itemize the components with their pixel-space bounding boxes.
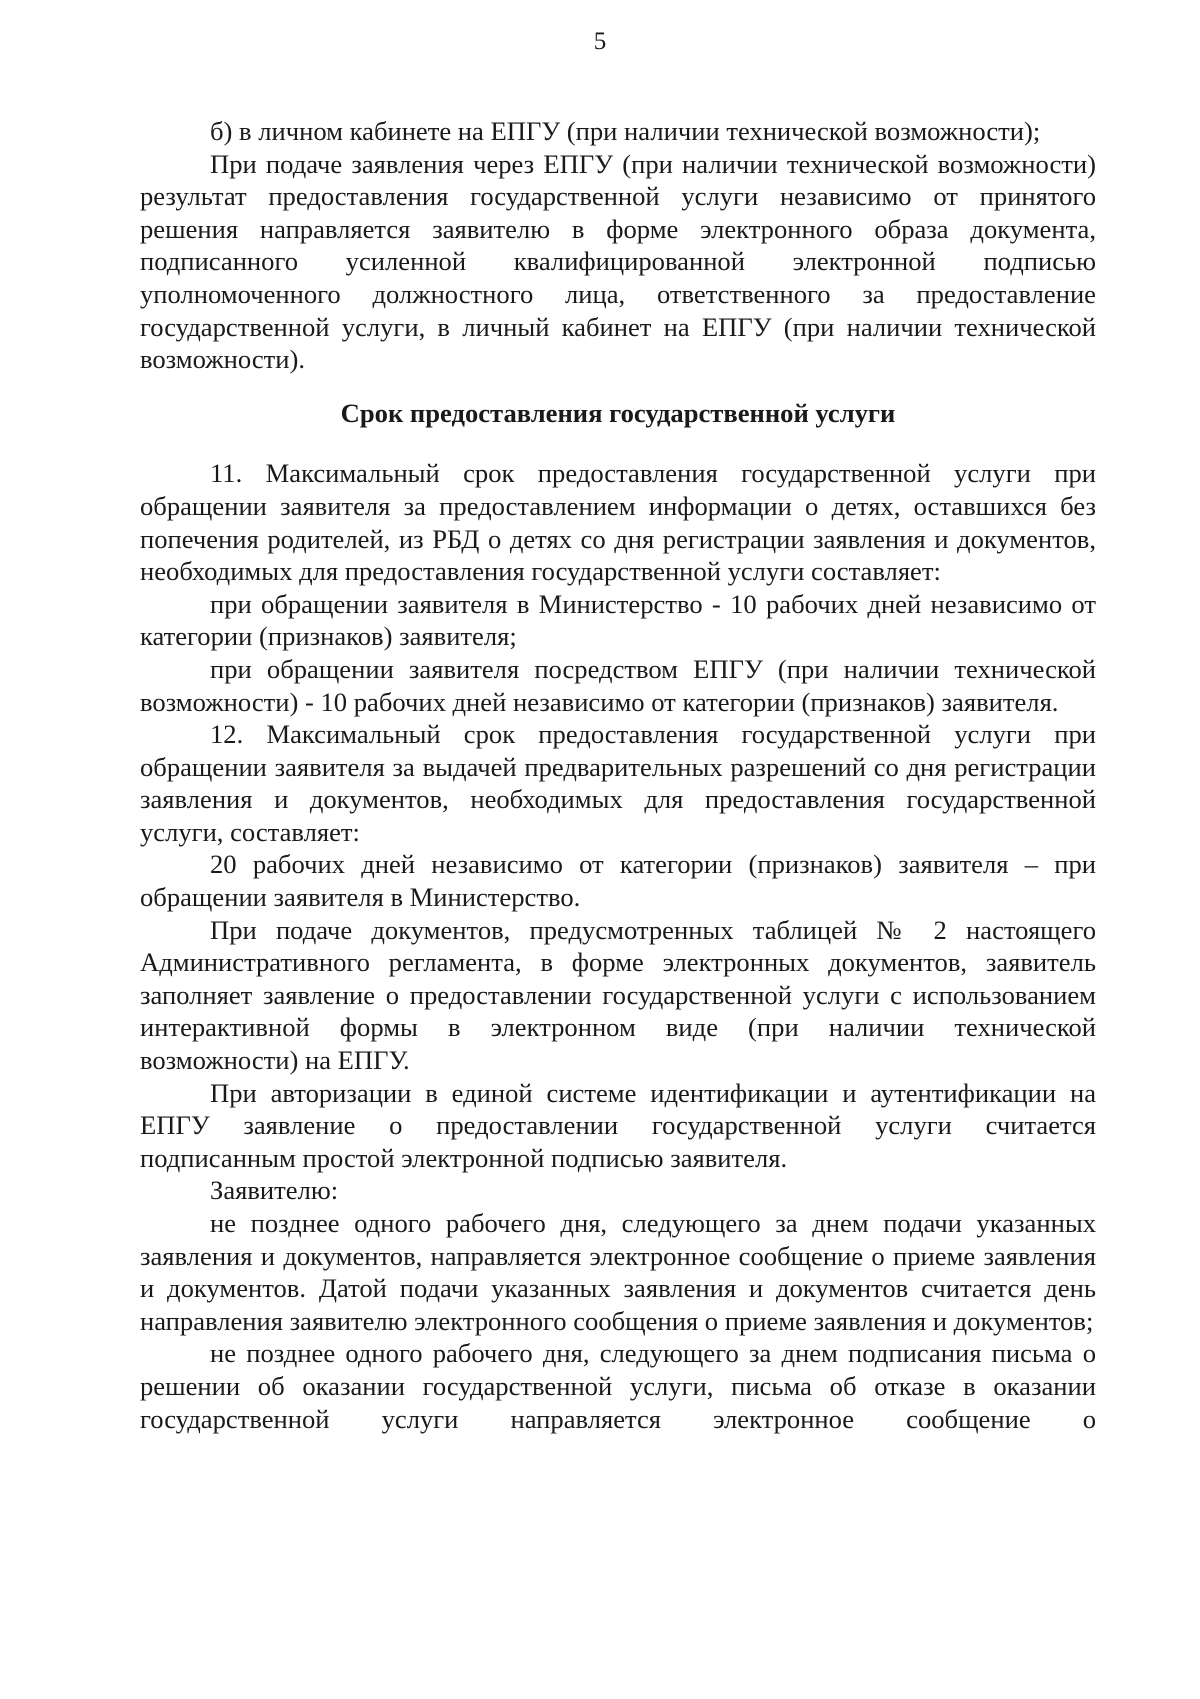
paragraph: не позднее одного рабочего дня, следующего за днем подписания письма о решении об оказании государственной услуги, письма об отказе в оказании государственной услуги направляется электронное сообщение о: [140, 1338, 1096, 1434]
paragraph: При авторизации в единой системе идентификации и аутентификации на ЕПГУ заявление о предоставлении государственной услуги считается подписанным простой электронной подписью заявителя.: [140, 1077, 1096, 1173]
paragraph: 11. Максимальный срок предоставления государственной услуги при обращении заявителя за предоставлением информации о детях, оставшихся без попечения родителей, из РБД о детях со дня регистрации заявления и документов, необходимых для предоставления государственной услуги составляет:: [140, 458, 1096, 587]
paragraph: 20 рабочих дней независимо от категории (признаков) заявителя – при обращении заявителя в Министерство.: [140, 849, 1096, 913]
page-number: 5: [593, 28, 607, 55]
section-heading: Срок предоставления государственной услуги: [340, 397, 896, 428]
paragraph: При подаче документов, предусмотренных таблицей № 2 настоящего Административного регламента, в форме электронных документов, заявитель заполняет заявление о предоставлении государственной услуги с использованием интерактивной формы в электронном виде (при наличии технической возможности) на ЕПГУ.: [140, 914, 1096, 1076]
document-body: [140, 115, 1096, 1435]
paragraph: при обращении заявителя посредством ЕПГУ (при наличии технической возможности) - 10 рабочих дней независимо от категории (признаков) заявителя.: [140, 653, 1096, 717]
paragraph: не позднее одного рабочего дня, следующего за днем подачи указанных заявления и документов, направляется электронное сообщение о приеме заявления и документов. Датой подачи указанных заявления и документов считается день направления заявителю электронного сообщения о приеме заявления и документов;: [140, 1208, 1096, 1336]
paragraph: При подаче заявления через ЕПГУ (при наличии технической возможности) результат предоставления государственной услуги независимо от принятого решения направляется заявителю в форме электронного образа документа, подписанного усиленной квалифицированной электронной подписью уполномоченного должностного лица, ответственного за предоставление государственной услуги, в личный кабинет на ЕПГУ (при наличии технической возможности).: [140, 148, 1096, 375]
paragraph: 12. Максимальный срок предоставления государственной услуги при обращении заявителя за выдачей предварительных разрешений со дня регистрации заявления и документов, необходимых для предоставления государственной услуги, составляет:: [140, 719, 1096, 847]
paragraph: Заявителю:: [210, 1175, 339, 1206]
paragraph: при обращении заявителя в Министерство - 10 рабочих дней независимо от категории (признаков) заявителя;: [140, 588, 1096, 652]
paragraph: б) в личном кабинете на ЕПГУ (при наличии технической возможности);: [210, 116, 1041, 146]
